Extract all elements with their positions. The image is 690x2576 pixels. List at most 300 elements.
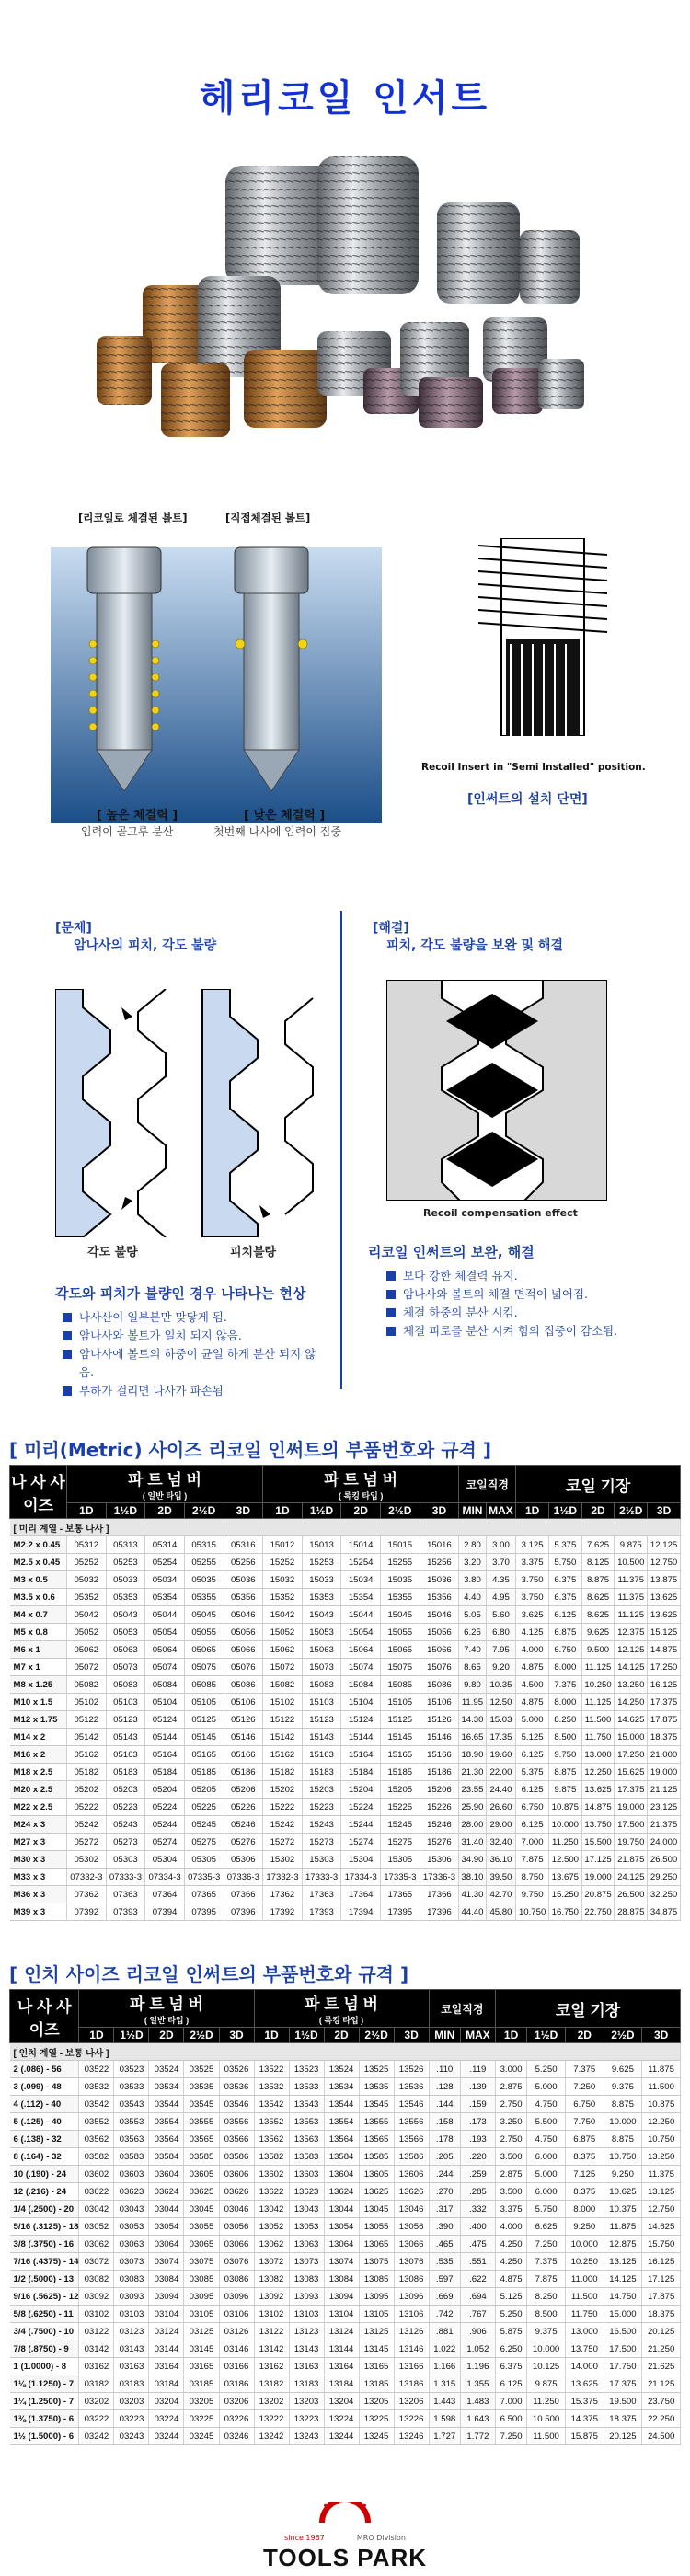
table-cell: 03165 bbox=[184, 2358, 219, 2375]
table-cell: 10.875 bbox=[548, 1799, 581, 1816]
table-cell: 13564 bbox=[324, 2131, 359, 2148]
table-cell: 05302 bbox=[67, 1851, 107, 1869]
table-cell: 05042 bbox=[67, 1606, 107, 1624]
table-cell: 15056 bbox=[420, 1624, 459, 1641]
table-cell: 05032 bbox=[67, 1571, 107, 1589]
table-cell: 03142 bbox=[79, 2340, 114, 2358]
table-cell: 9.875 bbox=[615, 1536, 648, 1554]
label-direct-bolt: [직접체결된 볼트] bbox=[225, 512, 311, 524]
problem-bullets bbox=[63, 1308, 329, 1400]
table-cell: 8.500 bbox=[548, 1729, 581, 1746]
table-cell: 26.500 bbox=[648, 1851, 681, 1869]
table-cell: 13122 bbox=[254, 2323, 289, 2340]
table-cell: 13603 bbox=[289, 2166, 324, 2183]
table-row bbox=[10, 1536, 681, 1554]
table-cell: 03102 bbox=[79, 2306, 114, 2323]
table-cell: 05314 bbox=[145, 1536, 185, 1554]
col-header-coil-dia: 코일직경 bbox=[429, 1990, 495, 2028]
table-cell: 03123 bbox=[114, 2323, 149, 2340]
table-cell: 29.00 bbox=[486, 1816, 516, 1834]
table-cell: 3.00 bbox=[486, 1536, 516, 1554]
solution-bullet: 보다 강한 체결력 유지. bbox=[386, 1267, 662, 1285]
table-row bbox=[10, 1606, 681, 1624]
table-cell: 13066 bbox=[394, 2236, 429, 2253]
table-cell: 9.375 bbox=[604, 2078, 642, 2096]
table-cell: 15036 bbox=[420, 1571, 459, 1589]
table-row bbox=[10, 2061, 681, 2078]
group-row-label: [ 인치 계열 - 보통 나사 ] bbox=[10, 2043, 681, 2061]
table-cell: .119 bbox=[460, 2061, 495, 2078]
table-cell: .390 bbox=[429, 2218, 460, 2236]
footer-logo bbox=[0, 2502, 690, 2572]
table-cell: 10.750 bbox=[516, 1903, 549, 1921]
table-cell: .144 bbox=[429, 2096, 460, 2113]
table-cell: 13165 bbox=[359, 2358, 394, 2375]
col-header-size: 나 사 사이즈 bbox=[10, 1990, 79, 2043]
table-cell: 05225 bbox=[184, 1799, 224, 1816]
table-cell: 07396 bbox=[224, 1903, 263, 1921]
table-cell: 03223 bbox=[114, 2410, 149, 2428]
table-cell: 05222 bbox=[67, 1799, 107, 1816]
table-cell: 15225 bbox=[381, 1799, 420, 1816]
row-size-cell: M14 x 2 bbox=[10, 1729, 67, 1746]
table-cell: 15242 bbox=[263, 1816, 303, 1834]
table-cell: 03586 bbox=[219, 2148, 254, 2166]
table-cell: 15103 bbox=[302, 1694, 341, 1711]
table-cell: 07394 bbox=[145, 1903, 185, 1921]
table-cell: 11.95 bbox=[459, 1694, 486, 1711]
table-cell: 13204 bbox=[324, 2393, 359, 2410]
table-cell: 13223 bbox=[289, 2410, 324, 2428]
table-cell: 05275 bbox=[184, 1834, 224, 1851]
table-cell: 13055 bbox=[359, 2218, 394, 2236]
table-cell: 07333-3 bbox=[106, 1869, 145, 1886]
table-cell: 13553 bbox=[289, 2113, 324, 2131]
table-cell: 03205 bbox=[184, 2393, 219, 2410]
table-cell: 18.90 bbox=[459, 1746, 486, 1764]
table-cell: 13532 bbox=[254, 2078, 289, 2096]
table-cell: 15085 bbox=[381, 1676, 420, 1694]
table-cell: 15124 bbox=[341, 1711, 381, 1729]
table-cell: 03533 bbox=[114, 2078, 149, 2096]
table-cell: .906 bbox=[460, 2323, 495, 2340]
table-cell: 07392 bbox=[67, 1903, 107, 1921]
table-cell: 13203 bbox=[289, 2393, 324, 2410]
table-cell: 15276 bbox=[420, 1834, 459, 1851]
table-cell: 13064 bbox=[324, 2236, 359, 2253]
table-cell: 03145 bbox=[184, 2340, 219, 2358]
table-cell: 19.000 bbox=[615, 1799, 648, 1816]
table-cell: 13563 bbox=[289, 2131, 324, 2148]
table-cell: 20.125 bbox=[604, 2428, 642, 2445]
table-cell: 05162 bbox=[67, 1746, 107, 1764]
table-cell: 13.625 bbox=[648, 1589, 681, 1606]
table-cell: 5.60 bbox=[486, 1606, 516, 1624]
table-cell: 8.875 bbox=[604, 2096, 642, 2113]
table-cell: 4.125 bbox=[516, 1624, 549, 1641]
table-cell: 13076 bbox=[394, 2253, 429, 2271]
table-cell: 05074 bbox=[145, 1659, 185, 1676]
table-cell: 3.375 bbox=[495, 2201, 526, 2218]
table-cell: 03185 bbox=[184, 2375, 219, 2393]
table-cell: 22.250 bbox=[642, 2410, 681, 2428]
table-cell: 21.375 bbox=[648, 1816, 681, 1834]
table-cell: 15086 bbox=[420, 1676, 459, 1694]
table-cell: 05103 bbox=[106, 1694, 145, 1711]
row-size-cell: M7 x 1 bbox=[10, 1659, 67, 1676]
row-size-cell: M8 x 1.25 bbox=[10, 1676, 67, 1694]
table-cell: 05182 bbox=[67, 1764, 107, 1781]
table-cell: 13052 bbox=[254, 2218, 289, 2236]
table-cell: 19.750 bbox=[615, 1834, 648, 1851]
table-cell: 03624 bbox=[149, 2183, 184, 2201]
table-cell: 15146 bbox=[420, 1729, 459, 1746]
table-cell: 05163 bbox=[106, 1746, 145, 1764]
table-cell: 05304 bbox=[145, 1851, 185, 1869]
table-cell: 13145 bbox=[359, 2340, 394, 2358]
table-cell: 15226 bbox=[420, 1799, 459, 1816]
table-cell: 05082 bbox=[67, 1676, 107, 1694]
table-cell: 05126 bbox=[224, 1711, 263, 1729]
table-cell: 5.375 bbox=[516, 1764, 549, 1781]
table-cell: 24.40 bbox=[486, 1781, 516, 1799]
table-cell: 21.875 bbox=[615, 1851, 648, 1869]
row-size-cell: M5 x 0.8 bbox=[10, 1624, 67, 1641]
table-cell: 03525 bbox=[184, 2061, 219, 2078]
table-cell: 15145 bbox=[381, 1729, 420, 1746]
table-cell: 05036 bbox=[224, 1571, 263, 1589]
table-cell: 11.500 bbox=[642, 2078, 681, 2096]
table-row bbox=[10, 1571, 681, 1589]
table-cell: 15184 bbox=[341, 1764, 381, 1781]
table-cell: 15064 bbox=[341, 1641, 381, 1659]
row-size-cell: M33 x 3 bbox=[10, 1869, 67, 1886]
table-cell: 15356 bbox=[420, 1589, 459, 1606]
table-cell: 07366 bbox=[224, 1886, 263, 1903]
table-cell: 4.750 bbox=[527, 2096, 566, 2113]
table-cell: 13245 bbox=[359, 2428, 394, 2445]
table-cell: 15204 bbox=[341, 1781, 381, 1799]
col-header-len-2D: 2D bbox=[581, 1503, 615, 1519]
table-row bbox=[10, 1711, 681, 1729]
table-cell: 15163 bbox=[302, 1746, 341, 1764]
table-cell: 03246 bbox=[219, 2428, 254, 2445]
col-header-min: MIN bbox=[429, 2028, 460, 2043]
table-cell: 17.375 bbox=[615, 1781, 648, 1799]
table-cell: 3.625 bbox=[516, 1606, 549, 1624]
table-cell: 9.80 bbox=[459, 1676, 486, 1694]
col-header-coil-length: 코일 기장 bbox=[495, 1990, 680, 2028]
table-cell: 11.375 bbox=[615, 1571, 648, 1589]
table-cell: 13533 bbox=[289, 2078, 324, 2096]
table-cell: 5.750 bbox=[548, 1554, 581, 1571]
table-cell: 4.35 bbox=[486, 1571, 516, 1589]
table-cell: 03164 bbox=[149, 2358, 184, 2375]
table-cell: 13.250 bbox=[615, 1676, 648, 1694]
table-cell: 15122 bbox=[263, 1711, 303, 1729]
table-row bbox=[10, 2148, 681, 2166]
table-cell: 17.500 bbox=[604, 2340, 642, 2358]
caption-low-strength-sub: 첫번째 나사에 입력이 집중 bbox=[213, 825, 341, 838]
coil-insert-photo bbox=[87, 147, 603, 451]
table-cell: 13164 bbox=[324, 2358, 359, 2375]
col-header-lock-1D: 1D bbox=[254, 2028, 289, 2043]
table-cell: 03625 bbox=[184, 2183, 219, 2201]
row-size-cell: 3 (.099) - 48 bbox=[10, 2078, 79, 2096]
table-cell: 17.875 bbox=[648, 1711, 681, 1729]
table-cell: 03244 bbox=[149, 2428, 184, 2445]
table-cell: 20.125 bbox=[642, 2323, 681, 2340]
table-cell: 05313 bbox=[106, 1536, 145, 1554]
table-cell: 03084 bbox=[149, 2271, 184, 2288]
table-cell: 05303 bbox=[106, 1851, 145, 1869]
table-cell: 9.20 bbox=[486, 1659, 516, 1676]
table-cell: 03602 bbox=[79, 2166, 114, 2183]
table-cell: 7.250 bbox=[495, 2428, 526, 2445]
table-cell: 05226 bbox=[224, 1799, 263, 1816]
table-cell: 05055 bbox=[184, 1624, 224, 1641]
table-cell: 03626 bbox=[219, 2183, 254, 2201]
table-cell: 05184 bbox=[145, 1764, 185, 1781]
table-cell: 10.500 bbox=[527, 2410, 566, 2428]
row-size-cell: 7/16 (.4375) - 14 bbox=[10, 2253, 79, 2271]
table-cell: 05033 bbox=[106, 1571, 145, 1589]
table-cell: 15.03 bbox=[486, 1711, 516, 1729]
table-cell: 15012 bbox=[263, 1536, 303, 1554]
table-cell: 7.875 bbox=[527, 2271, 566, 2288]
table-cell: 7.95 bbox=[486, 1641, 516, 1659]
table-cell: 05273 bbox=[106, 1834, 145, 1851]
table-cell: 03064 bbox=[149, 2236, 184, 2253]
table-cell: 7.125 bbox=[565, 2166, 604, 2183]
table-cell: 03046 bbox=[219, 2201, 254, 2218]
table-cell: 03562 bbox=[79, 2131, 114, 2148]
table-cell: 6.875 bbox=[565, 2131, 604, 2148]
recoil-position-caption: Recoil Insert in "Semi Installed" position. bbox=[421, 762, 646, 773]
row-size-cell: 3/8 (.3750) - 16 bbox=[10, 2236, 79, 2253]
table-cell: 05034 bbox=[145, 1571, 185, 1589]
table-cell: 13043 bbox=[289, 2201, 324, 2218]
table-cell: 5.250 bbox=[495, 2306, 526, 2323]
table-cell: 03042 bbox=[79, 2201, 114, 2218]
table-cell: 45.80 bbox=[486, 1903, 516, 1921]
table-cell: 03044 bbox=[149, 2201, 184, 2218]
table-cell: 13166 bbox=[394, 2358, 429, 2375]
caption-high-strength: [ 높은 체결력 ] bbox=[97, 809, 178, 822]
coil-group-back bbox=[225, 156, 580, 304]
table-cell: 05043 bbox=[106, 1606, 145, 1624]
table-cell: 10.250 bbox=[581, 1676, 615, 1694]
table-cell: 17366 bbox=[420, 1886, 459, 1903]
table-cell: 05272 bbox=[67, 1834, 107, 1851]
table-cell: 34.875 bbox=[648, 1903, 681, 1921]
table-cell: 03606 bbox=[219, 2166, 254, 2183]
col-header-lock-2D: 2D bbox=[341, 1503, 381, 1519]
table-cell: 8.375 bbox=[565, 2183, 604, 2201]
table-cell: 17.375 bbox=[648, 1694, 681, 1711]
table-cell: 18.375 bbox=[648, 1729, 681, 1746]
table-row bbox=[10, 1659, 681, 1676]
table-cell: 5.500 bbox=[527, 2113, 566, 2131]
row-size-cell: 7/8 (.8750) - 9 bbox=[10, 2340, 79, 2358]
table-cell: 15125 bbox=[381, 1711, 420, 1729]
table-cell: 9.875 bbox=[527, 2375, 566, 2393]
table-cell: 7.000 bbox=[516, 1834, 549, 1851]
table-cell: 13123 bbox=[289, 2323, 324, 2340]
table-cell: 13102 bbox=[254, 2306, 289, 2323]
table-cell: 13092 bbox=[254, 2288, 289, 2306]
table-cell: 13546 bbox=[394, 2096, 429, 2113]
table-cell: 03582 bbox=[79, 2148, 114, 2166]
metric-spec-table bbox=[9, 1465, 681, 1921]
table-cell: 07365 bbox=[184, 1886, 224, 1903]
table-cell: 13224 bbox=[324, 2410, 359, 2428]
table-cell: 15273 bbox=[302, 1834, 341, 1851]
table-cell: 13586 bbox=[394, 2148, 429, 2166]
table-cell: 13074 bbox=[324, 2253, 359, 2271]
table-cell: 15.000 bbox=[604, 2306, 642, 2323]
table-cell: 07364 bbox=[145, 1886, 185, 1903]
table-cell: 13543 bbox=[289, 2096, 324, 2113]
col-header-std-3D: 3D bbox=[219, 2028, 254, 2043]
col-header-std-2½D: 2½D bbox=[184, 1503, 224, 1519]
table-cell: 13566 bbox=[394, 2131, 429, 2148]
table-cell: 05316 bbox=[224, 1536, 263, 1554]
table-cell: 17.35 bbox=[486, 1729, 516, 1746]
table-cell: 1.315 bbox=[429, 2375, 460, 2393]
table-cell: 21.30 bbox=[459, 1764, 486, 1781]
table-cell: 13555 bbox=[359, 2113, 394, 2131]
table-cell: 05185 bbox=[184, 1764, 224, 1781]
table-cell: 16.125 bbox=[642, 2253, 681, 2271]
row-size-cell: M16 x 2 bbox=[10, 1746, 67, 1764]
table-cell: 4.000 bbox=[516, 1641, 549, 1659]
table-cell: 3.750 bbox=[516, 1571, 549, 1589]
table-cell: 6.250 bbox=[495, 2340, 526, 2358]
table-cell: 14.125 bbox=[604, 2271, 642, 2288]
table-cell: 03125 bbox=[184, 2323, 219, 2340]
table-cell: 05352 bbox=[67, 1589, 107, 1606]
table-cell: 3.125 bbox=[516, 1536, 549, 1554]
table-cell: 1.643 bbox=[460, 2410, 495, 2428]
table-cell: 18.375 bbox=[642, 2306, 681, 2323]
table-cell: 03073 bbox=[114, 2253, 149, 2271]
table-cell: .285 bbox=[460, 2183, 495, 2201]
table-cell: 05244 bbox=[145, 1816, 185, 1834]
table-cell: 03095 bbox=[184, 2288, 219, 2306]
table-cell: 05203 bbox=[106, 1781, 145, 1799]
table-cell: 03532 bbox=[79, 2078, 114, 2096]
table-cell: 2.750 bbox=[495, 2131, 526, 2148]
table-cell: 15164 bbox=[341, 1746, 381, 1764]
table-cell: 17.125 bbox=[581, 1851, 615, 1869]
table-cell: 13104 bbox=[324, 2306, 359, 2323]
table-cell: 17394 bbox=[341, 1903, 381, 1921]
table-cell: 03556 bbox=[219, 2113, 254, 2131]
table-cell: 13.625 bbox=[565, 2375, 604, 2393]
table-cell: 19.000 bbox=[648, 1764, 681, 1781]
row-size-cell: 9/16 (.5625) - 12 bbox=[10, 2288, 79, 2306]
table-cell: 15015 bbox=[381, 1536, 420, 1554]
table-cell: 15.125 bbox=[648, 1624, 681, 1641]
table-cell: 15275 bbox=[381, 1834, 420, 1851]
table-cell: 16.125 bbox=[648, 1676, 681, 1694]
row-size-cell: 8 (.164) - 32 bbox=[10, 2148, 79, 2166]
row-size-cell: M20 x 2.5 bbox=[10, 1781, 67, 1799]
table-cell: 05312 bbox=[67, 1536, 107, 1554]
table-cell: 13562 bbox=[254, 2131, 289, 2148]
table-cell: 12.875 bbox=[604, 2236, 642, 2253]
table-cell: 15.000 bbox=[615, 1729, 648, 1746]
table-cell: .465 bbox=[429, 2236, 460, 2253]
table-cell: 22.750 bbox=[581, 1903, 615, 1921]
table-cell: 05143 bbox=[106, 1729, 145, 1746]
table-cell: 13042 bbox=[254, 2201, 289, 2218]
table-cell: 15243 bbox=[302, 1816, 341, 1834]
col-header-max: MAX bbox=[460, 2028, 495, 2043]
table-cell: 15255 bbox=[381, 1554, 420, 1571]
table-cell: 13522 bbox=[254, 2061, 289, 2078]
table-cell: 15304 bbox=[341, 1851, 381, 1869]
table-cell: 15165 bbox=[381, 1746, 420, 1764]
table-cell: 15202 bbox=[263, 1781, 303, 1799]
table-cell: .159 bbox=[460, 2096, 495, 2113]
table-cell: 05245 bbox=[184, 1816, 224, 1834]
table-cell: 9.500 bbox=[581, 1641, 615, 1659]
table-cell: 21.625 bbox=[642, 2358, 681, 2375]
table-cell: 13604 bbox=[324, 2166, 359, 2183]
table-cell: 17392 bbox=[263, 1903, 303, 1921]
table-cell: 13144 bbox=[324, 2340, 359, 2358]
table-cell: 6.125 bbox=[495, 2375, 526, 2393]
table-cell: 6.375 bbox=[548, 1589, 581, 1606]
table-cell: 10.625 bbox=[604, 2183, 642, 2201]
table-cell: 03086 bbox=[219, 2271, 254, 2288]
table-cell: 31.40 bbox=[459, 1834, 486, 1851]
table-cell: 5.05 bbox=[459, 1606, 486, 1624]
table-cell: 15102 bbox=[263, 1694, 303, 1711]
row-size-cell: 3/4 (.7500) - 10 bbox=[10, 2323, 79, 2340]
table-cell: 15034 bbox=[341, 1571, 381, 1589]
table-cell: 15274 bbox=[341, 1834, 381, 1851]
table-cell: 10.000 bbox=[565, 2236, 604, 2253]
table-cell: 05065 bbox=[184, 1641, 224, 1659]
table-cell: 07393 bbox=[106, 1903, 145, 1921]
table-cell: 4.250 bbox=[495, 2253, 526, 2271]
table-cell: .139 bbox=[460, 2078, 495, 2096]
table-cell: 05075 bbox=[184, 1659, 224, 1676]
table-cell: 03126 bbox=[219, 2323, 254, 2340]
table-cell: 13626 bbox=[394, 2183, 429, 2201]
table-cell: 03182 bbox=[79, 2375, 114, 2393]
table-cell: 03202 bbox=[79, 2393, 114, 2410]
table-cell: 15.500 bbox=[581, 1834, 615, 1851]
table-cell: 05062 bbox=[67, 1641, 107, 1659]
table-cell: .158 bbox=[429, 2113, 460, 2131]
row-size-cell: 4 (.112) - 40 bbox=[10, 2096, 79, 2113]
inch-table-title: [ 인치 사이즈 리코일 인써트의 부품번호와 규격 ] bbox=[9, 1963, 409, 1985]
row-size-cell: 5 (.125) - 40 bbox=[10, 2113, 79, 2131]
table-cell: 03066 bbox=[219, 2236, 254, 2253]
table-cell: 8.000 bbox=[548, 1659, 581, 1676]
table-cell: 9.875 bbox=[548, 1781, 581, 1799]
table-cell: 15013 bbox=[302, 1536, 341, 1554]
row-size-cell: M2.5 x 0.45 bbox=[10, 1554, 67, 1571]
table-cell: 13534 bbox=[324, 2078, 359, 2096]
table-cell: 13045 bbox=[359, 2201, 394, 2218]
table-cell: .178 bbox=[429, 2131, 460, 2148]
table-cell: .332 bbox=[460, 2201, 495, 2218]
